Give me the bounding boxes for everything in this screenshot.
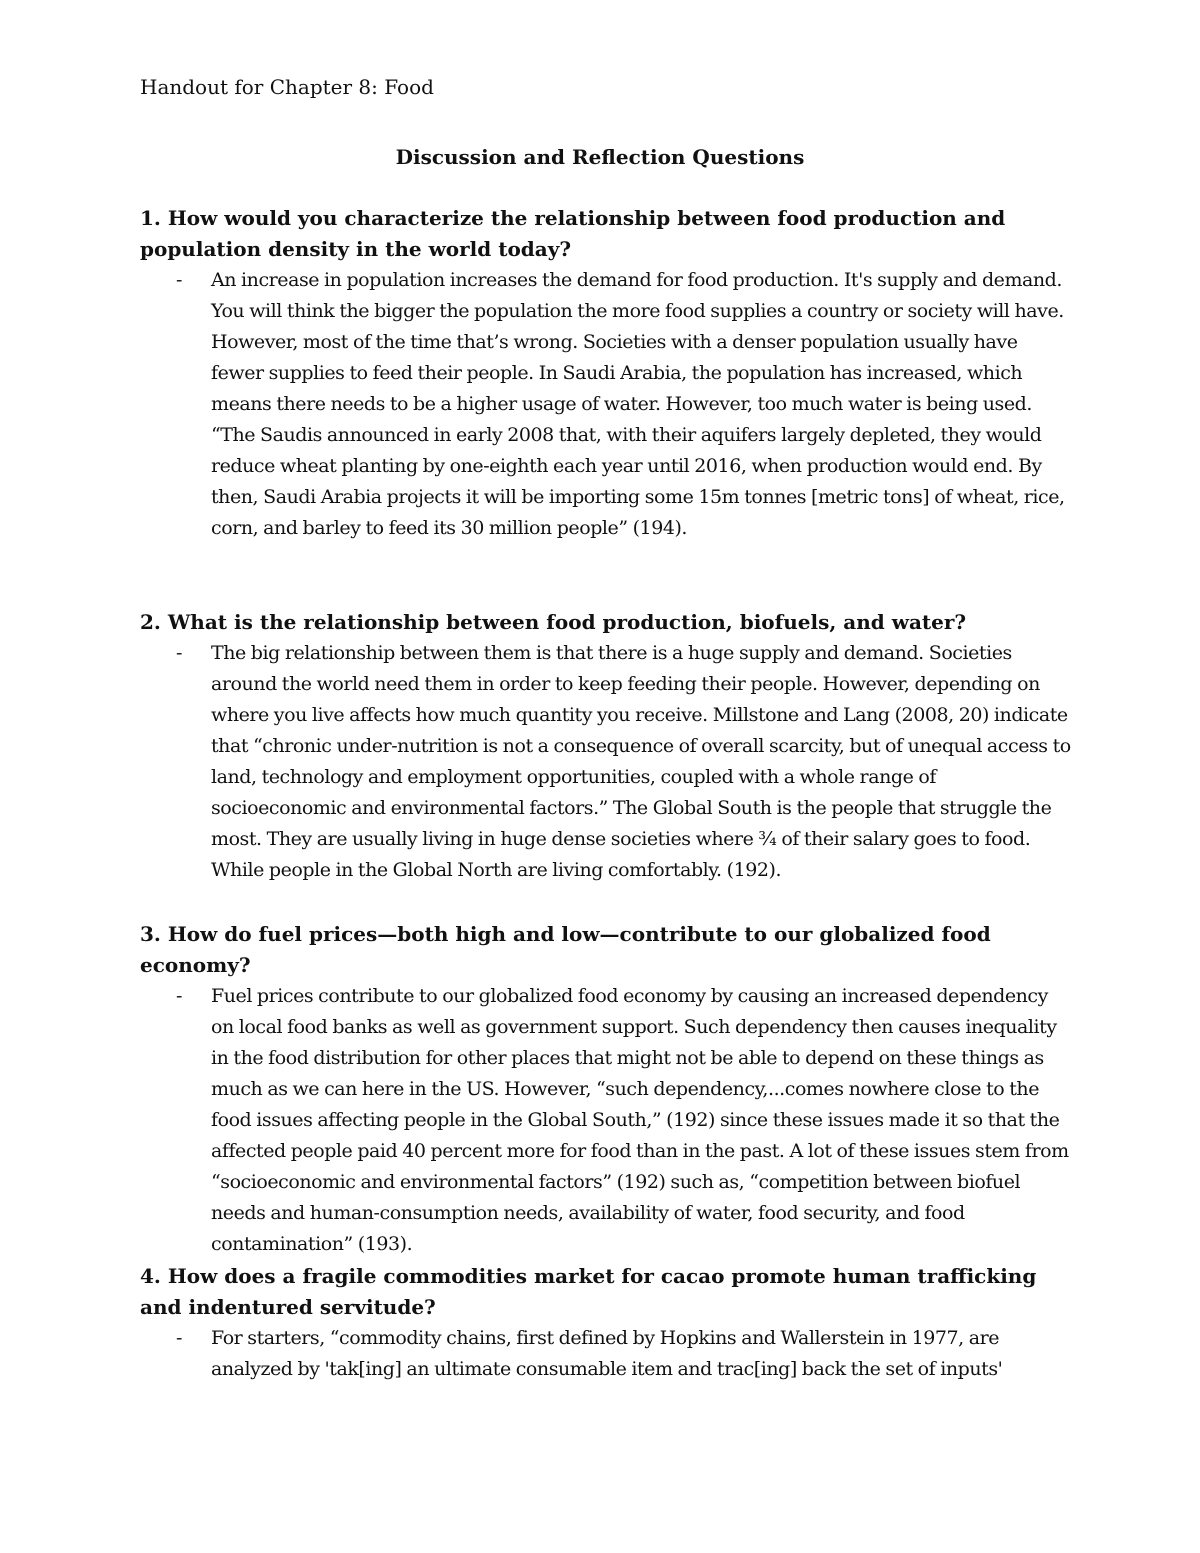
question-text: 1. How would you characterize the relationship between food production and population density in the world today? [140,206,1006,261]
question-text: 3. How do fuel prices—both high and low—contribute to our globalized food economy? [140,922,991,977]
question-block [140,919,1070,1260]
answer-body: The big relationship between them is that there is a huge supply and demand. Societies around the world need them in order to keep feeding their people. However, depending on where you live affects how much quantity you receive. Millstone and Lang (2008, 20) indicate that “chronic under-nutrition is not a consequence of overall scarcity, but of unequal access to land, technology and employment opportunities, coupled with a whole range of socioeconomic and environmental factors.” The Global South is the people that struggle the most. They are usually living in huge dense societies where ¾ of their salary goes to food. While people in the Global North are living comfortably. (192). [211,642,1071,881]
section-heading: Discussion and Reflection Questions [395,145,805,169]
question-text: 2. What is the relationship between food production, biofuels, and water? [140,610,967,634]
answer-text [140,981,1071,1260]
bullet-dash: - [176,1327,182,1349]
answer-body: For starters, “commodity chains, first defined by Hopkins and Wallerstein in 1977, are analyzed by 'tak[ing] an ultimate consumable item and trac[ing] back the set of inputs' [211,1327,1003,1380]
question-block [140,203,1070,544]
answer-text [140,265,1071,544]
answer-body: An increase in population increases the demand for food production. It's supply and demand. You will think the bigger the population the more food supplies a country or society will have. However, most of the time that’s wrong. Societies with a denser population usually have fewer supplies to feed their people. In Saudi Arabia, the population has increased, which means there needs to be a higher usage of water. However, too much water is being used. “The Saudis announced in early 2008 that, with their aquifers largely depleted, they would reduce wheat planting by one-eighth each year until 2016, when production would end. By then, Saudi Arabia projects it will be importing some 15m tonnes [metric tons] of wheat, rice, corn, and barley to feed its 30 million people” (194). [211,269,1065,539]
answer-text [140,638,1071,886]
bullet-dash: - [176,642,182,664]
question-text: 4. How does a fragile commodities market for cacao promote human trafficking and indentured servitude? [140,1264,1037,1319]
bullet-dash: - [176,269,182,291]
document-title: Handout for Chapter 8: Food [140,75,434,99]
answer-text [140,1323,1071,1385]
answer-body: Fuel prices contribute to our globalized food economy by causing an increased dependency on local food banks as well as government support. Such dependency then causes inequality in the food distribution for other places that might not be able to depend on these things as much as we can here in the US. However, “such dependency,...comes nowhere close to the food issues affecting people in the Global South,” (192) since these issues made it so that the affected people paid 40 percent more for food than in the past. A lot of these issues stem from “socioeconomic and environmental factors” (192) such as, “competition between biofuel needs and human-consumption needs, availability of water, food security, and food contamination” (193). [211,985,1069,1255]
question-block [140,1261,1070,1385]
bullet-dash: - [176,985,182,1007]
question-block [140,607,1070,886]
